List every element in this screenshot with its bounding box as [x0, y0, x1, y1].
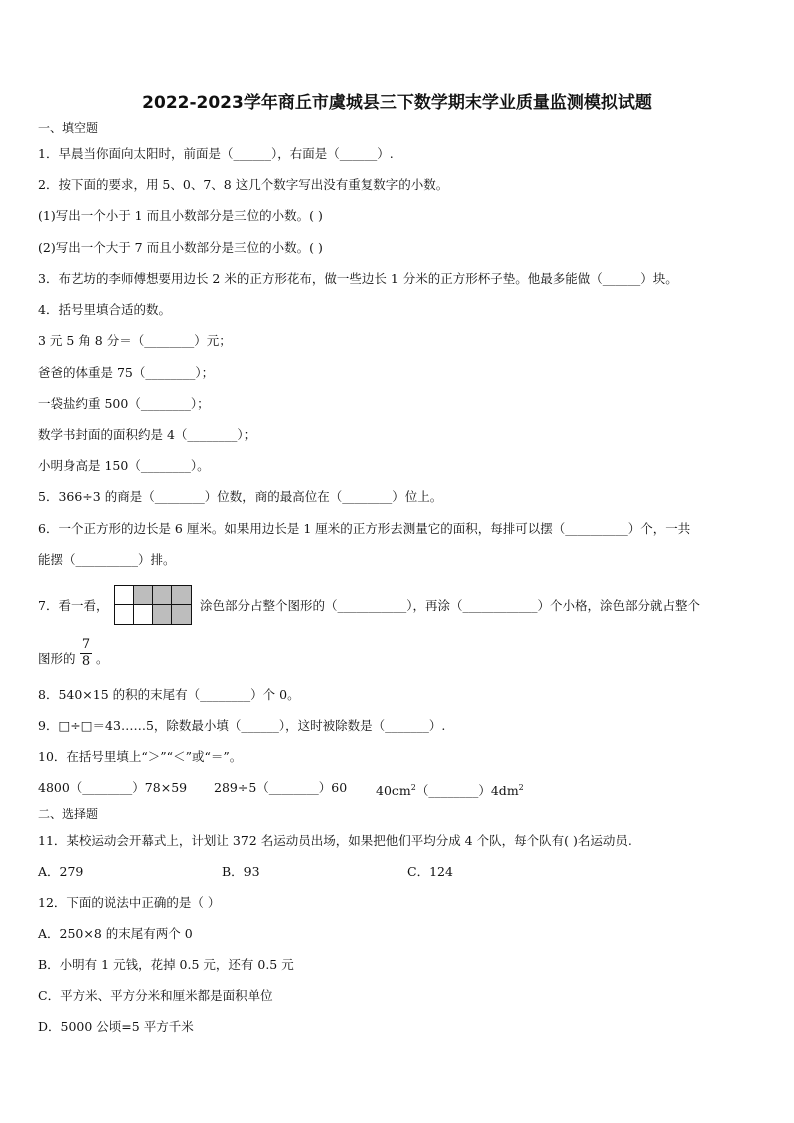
question-7-prefix: 7．看一看， — [38, 598, 109, 613]
question-4: 4．括号里填合适的数。 — [38, 302, 171, 317]
question-12-option-a: A．250×8 的末尾有两个 0 — [38, 926, 193, 941]
question-11-option-b: B．93 — [222, 864, 260, 879]
question-7-line-2: 图形的 — [38, 651, 76, 666]
section-heading-choice: 二、选择题 — [38, 807, 99, 821]
question-11-option-a: A．279 — [38, 864, 84, 879]
compare-blank: （________）4dm — [415, 783, 519, 799]
fraction-seven-eighths — [80, 638, 92, 669]
question-4-item-e: 小明身高是 150（________）。 — [38, 458, 210, 473]
question-12-option-d: D．5000 公顷=5 平方千米 — [38, 1019, 194, 1034]
fraction-denominator: 8 — [81, 654, 91, 669]
question-3: 3．布艺坊的李师傅想要用边长 2 米的正方形花布，做一些边长 1 分米的正方形杯子垫。他最多能做（______）块。 — [38, 271, 678, 286]
question-10-item-b: 289÷5（________）60 — [214, 780, 348, 795]
unit-cm2: 40cm — [376, 783, 411, 799]
superscript: 2 — [518, 783, 524, 792]
question-8: 8．540×15 的积的末尾有（________）个 0。 — [38, 687, 300, 702]
grid-cell — [134, 605, 153, 624]
grid-cell-shaded — [134, 586, 153, 605]
question-4-item-b: 爸爸的体重是 75（________）； — [38, 365, 215, 380]
question-2: 2．按下面的要求，用 5、0、7、8 这几个数字写出没有重复数字的小数。 — [38, 177, 449, 192]
grid-cell-shaded — [153, 605, 172, 624]
question-10: 10．在括号里填上“＞”“＜”或“＝”。 — [38, 749, 243, 764]
grid-cell — [115, 605, 134, 624]
question-6-line-1: 6．一个正方形的边长是 6 厘米。如果用边长是 1 厘米的正方形去测量它的面积，每排可以摆（__________）个，一共 — [38, 521, 691, 536]
shaded-grid-figure — [114, 585, 192, 625]
question-12-option-c: C．平方米、平方分米和厘米都是面积单位 — [38, 988, 273, 1003]
question-2-part-1: (1)写出一个小于 1 而且小数部分是三位的小数。( ) — [38, 208, 323, 223]
question-7-suffix: 涂色部分占整个图形的（___________），再涂（____________）个小格，涂色部分就占整个 — [200, 598, 701, 613]
fraction-numerator: 7 — [81, 637, 91, 652]
question-9: 9．□÷□＝43……5，除数最小填（______），这时被除数是（_______）. — [38, 718, 446, 733]
question-12-option-b: B．小明有 1 元钱，花掉 0.5 元，还有 0.5 元 — [38, 957, 294, 972]
question-4-item-a: 3 元 5 角 8 分＝（________）元； — [38, 333, 232, 348]
question-5: 5．366÷3 的商是（________）位数，商的最高位在（________）位上。 — [38, 489, 443, 504]
grid-cell-shaded — [172, 586, 191, 605]
grid-cell-shaded — [153, 586, 172, 605]
question-2-part-2: (2)写出一个大于 7 而且小数部分是三位的小数。( ) — [38, 240, 323, 255]
grid-cell — [115, 586, 134, 605]
question-1: 1．早晨当你面向太阳时，前面是（______），右面是（______）. — [38, 146, 394, 161]
question-10-item-a: 4800（________）78×59 — [38, 780, 188, 795]
section-heading-fill-blank: 一、填空题 — [38, 121, 99, 135]
question-12: 12．下面的说法中正确的是（ ） — [38, 895, 221, 910]
question-10-item-c — [376, 780, 524, 799]
question-6-line-2: 能摆（__________）排。 — [38, 552, 176, 567]
question-7-end: 。 — [96, 651, 109, 666]
question-4-item-d: 数学书封面的面积约是 4（________）； — [38, 427, 257, 442]
question-4-item-c: 一袋盐约重 500（________）； — [38, 396, 210, 411]
page-title: 2022-2023学年商丘市虞城县三下数学期末学业质量监测模拟试题 — [142, 93, 652, 113]
question-11: 11．某校运动会开幕式上，计划让 372 名运动员出场，如果把他们平均分成 4 个队，每个队有( )名运动员. — [38, 833, 632, 848]
superscript: 2 — [410, 783, 416, 792]
question-11-option-c: C．124 — [407, 864, 453, 879]
grid-cell-shaded — [172, 605, 191, 624]
